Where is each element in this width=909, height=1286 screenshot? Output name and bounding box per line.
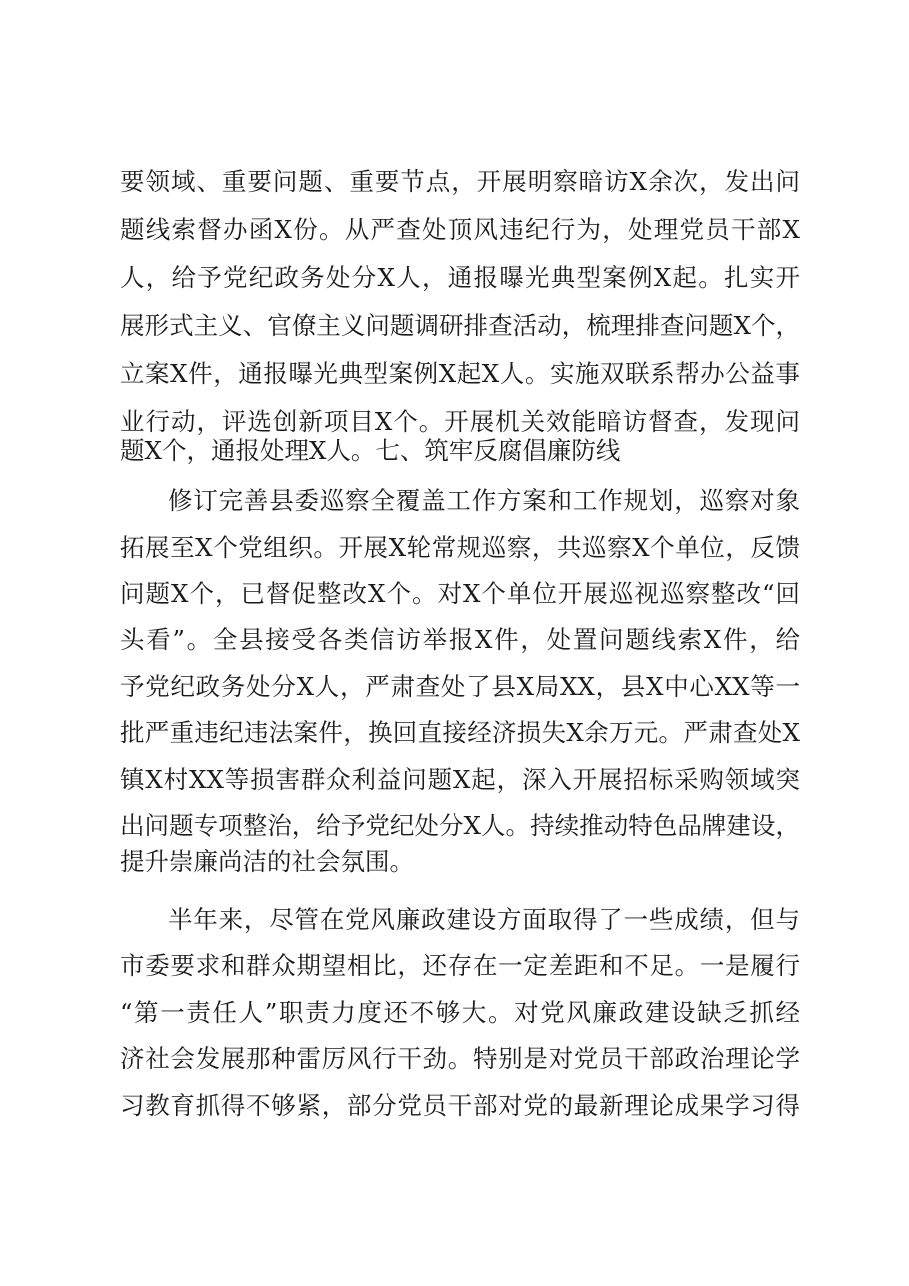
body-text-line: 予党纪政务处分X人，严肃查处了县X局XX，县X中心XX等一 [120, 672, 800, 701]
body-text-line: 出问题专项整治，给予党纪处分X人。持续推动特色品牌建设， [120, 811, 800, 840]
body-text-line: 业行动，评选创新项目X个。开展机关效能暗访督查，发现问 [120, 407, 800, 436]
body-text-line: 立案X件，通报曝光典型案例X起X人。实施双联系帮办公益事 [120, 359, 800, 388]
paragraph-start-line: 半年来，尽管在党风廉政建设方面取得了一些成绩，但与 [168, 905, 800, 934]
body-text-line: 拓展至X个党组织。开展X轮常规巡察，共巡察X个单位，反馈 [120, 533, 800, 562]
body-text-line: 要领域、重要问题、重要节点，开展明察暗访X余次，发出问 [120, 167, 800, 196]
body-text-line: 题线索督办函X份。从严查处顶风违纪行为，处理党员干部X [120, 215, 800, 244]
body-text-line: 习教育抓得不够紧，部分党员干部对党的最新理论成果学习得 [120, 1091, 800, 1120]
body-text-line: 济社会发展那种雷厉风行干劲。特别是对党员干部政治理论学 [120, 1044, 800, 1073]
body-text-line: 人，给予党纪政务处分X人，通报曝光典型案例X起。扎实开 [120, 263, 800, 292]
body-text-line: 镇X村XX等损害群众利益问题X起，深入开展招标采购领域突 [120, 765, 800, 794]
body-text-line: 展形式主义、官僚主义问题调研排查活动，梳理排查问题X个， [120, 311, 800, 340]
paragraph-start-line: 修订完善县委巡察全覆盖工作方案和工作规划，巡察对象 [168, 486, 800, 515]
body-text-line: 头看”。全县接受各类信访举报X件，处置问题线索X件，给 [120, 625, 800, 654]
body-text-line: 题X个，通报处理X人。七、筑牢反腐倡廉防线 [120, 436, 621, 465]
body-text-line: 批严重违纪违法案件，换回直接经济损失X余万元。严肃查处X [120, 718, 800, 747]
body-text-line: 提升崇廉尚洁的社会氛围。 [120, 847, 414, 876]
body-text-line: “第一责任人”职责力度还不够大。对党风廉政建设缺乏抓经 [120, 998, 800, 1027]
body-text-line: 问题X个，已督促整改X个。对X个单位开展巡视巡察整改“回 [120, 579, 800, 608]
body-text-line: 市委要求和群众期望相比，还存在一定差距和不足。一是履行 [120, 951, 800, 980]
